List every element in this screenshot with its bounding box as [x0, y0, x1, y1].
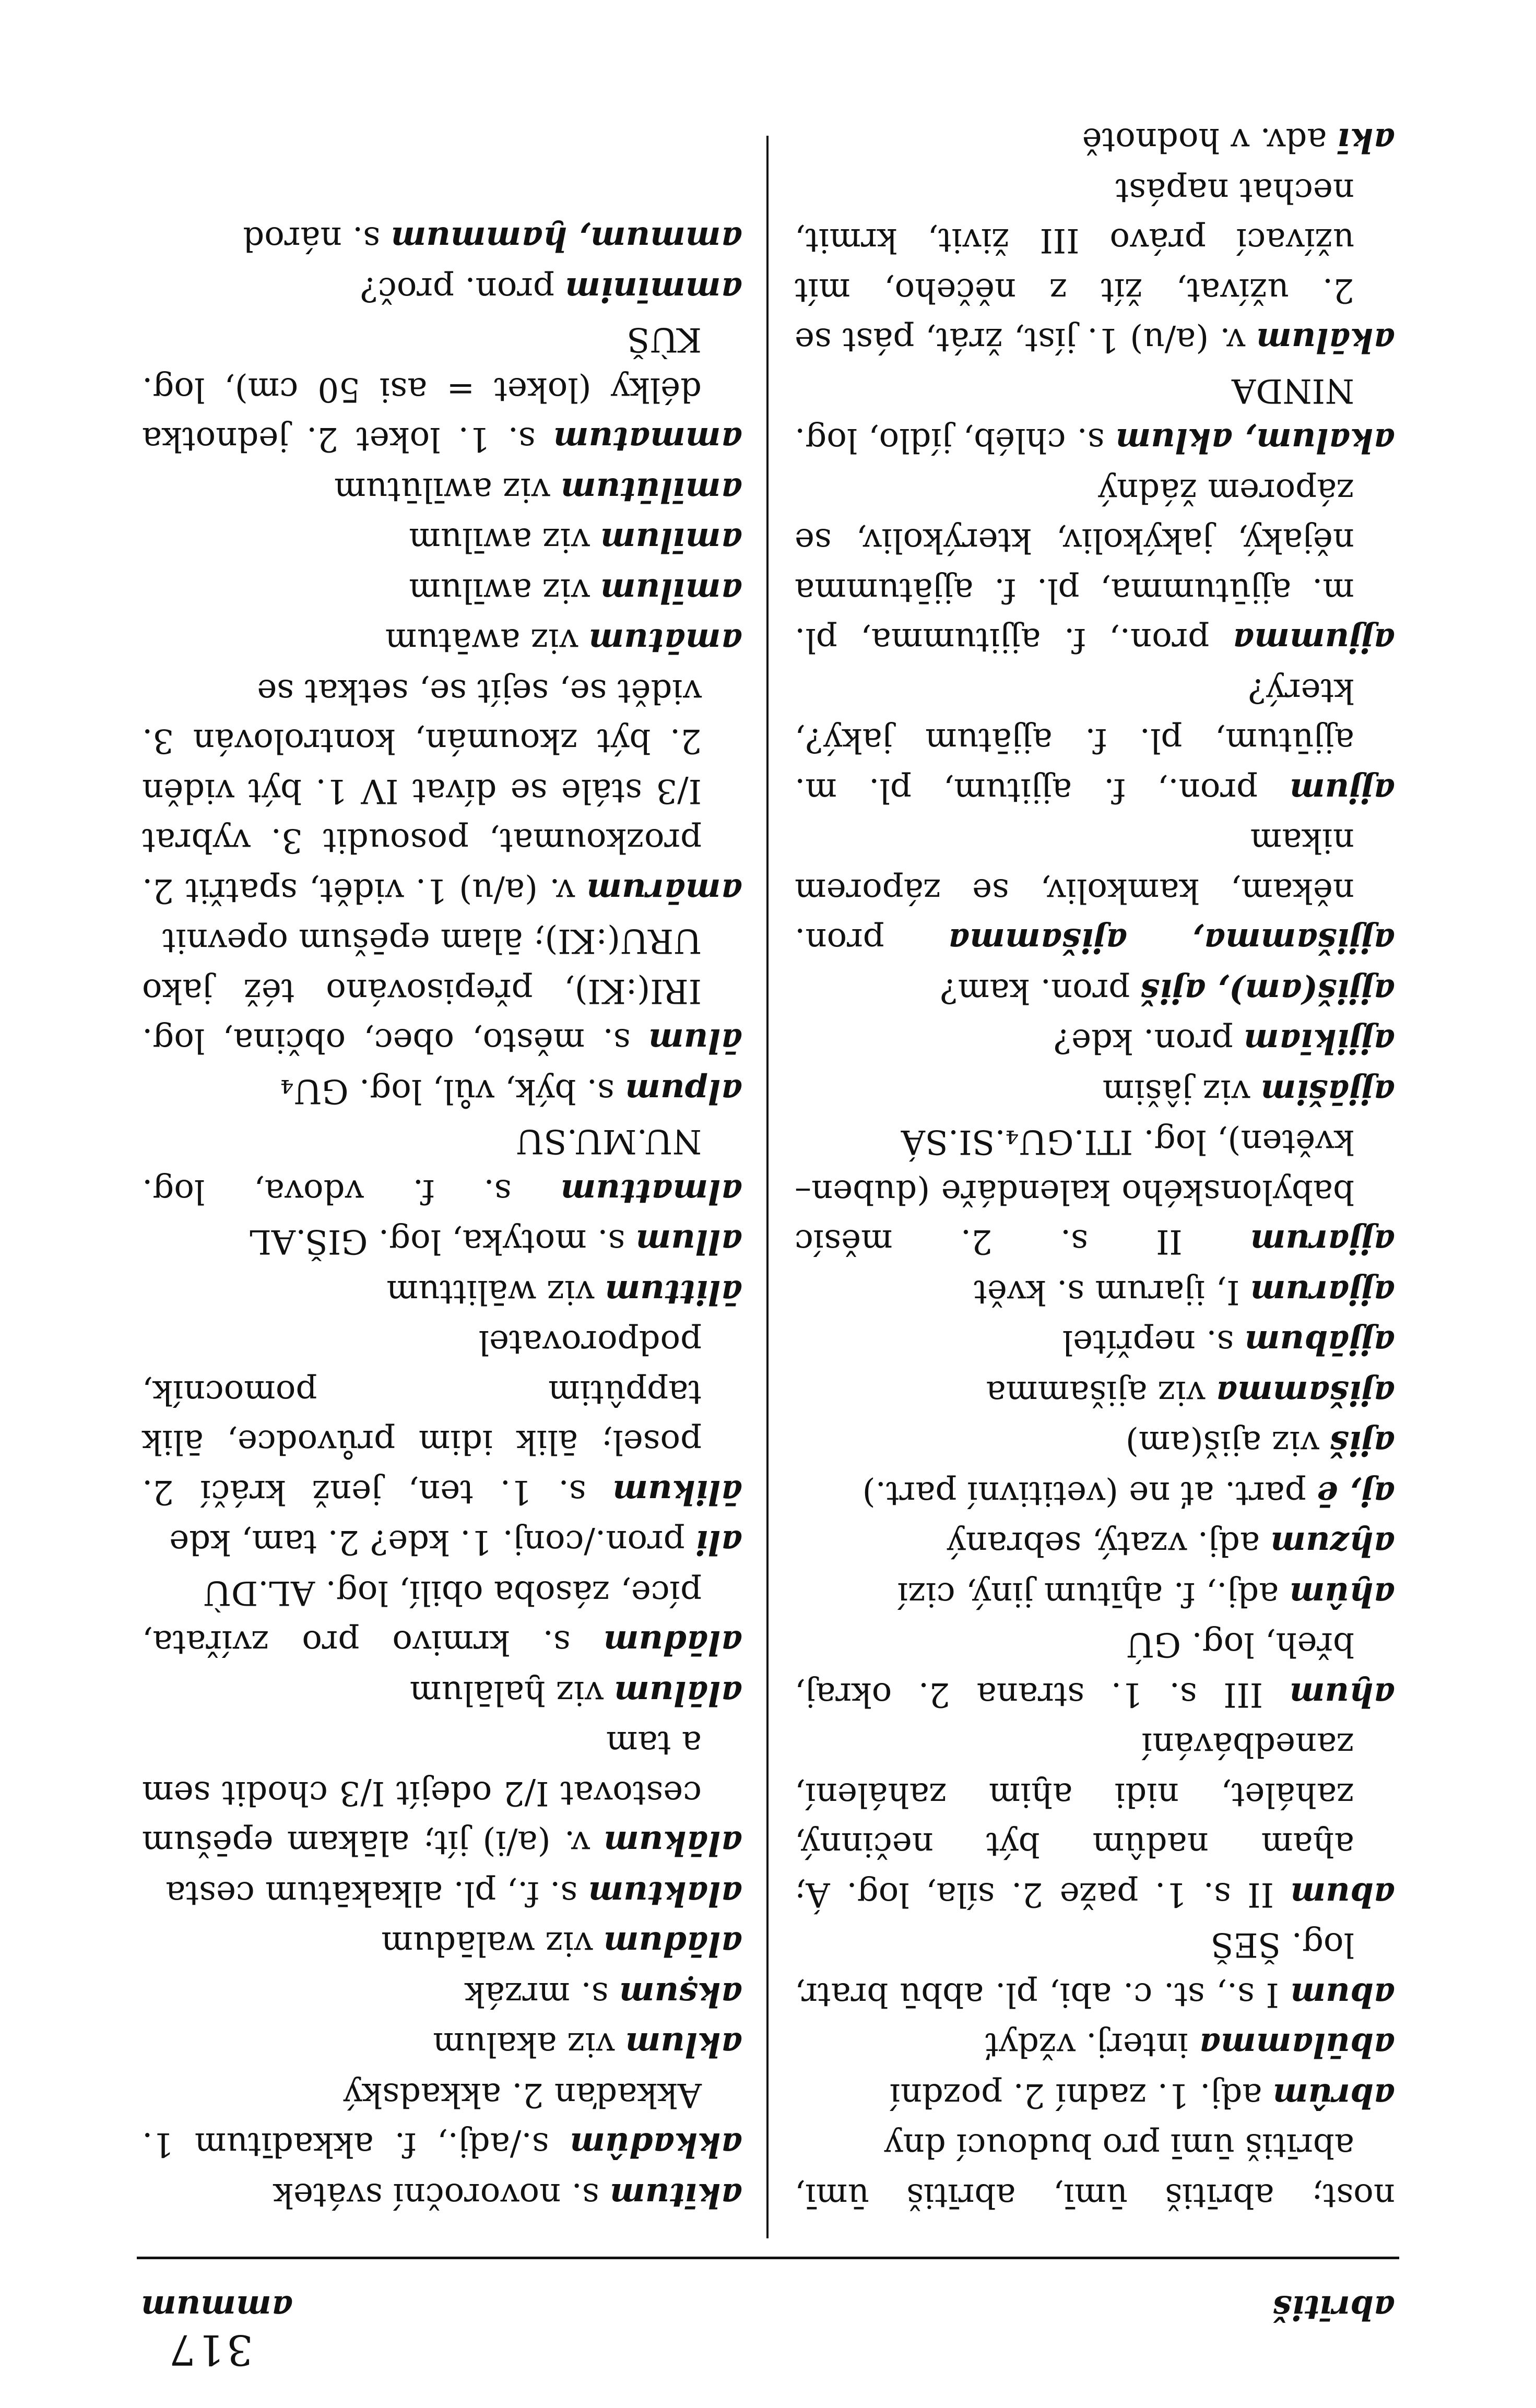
dictionary-entry: [142, 565, 742, 616]
entry-text: viz jâšim: [1102, 1072, 1250, 1111]
dictionary-entry: [142, 264, 742, 315]
entry-lemma: alādum: [603, 1924, 742, 1964]
dictionary-entry: [795, 1117, 1395, 1267]
entry-text: s. mrzák: [465, 1975, 609, 2013]
entry-lemma: alādum: [603, 1623, 742, 1663]
entry-text: s. f. vdova, log. NU.MU.SU: [141, 1122, 702, 1211]
dictionary-entry: [795, 1066, 1395, 1117]
entry-text: II s. 2. měsíc babylonského kalendáře (duben–květen), log. ITI.GU₄.SI.SÁ: [795, 1122, 1354, 1261]
entry-text: I, ijarum s. květ: [974, 1273, 1240, 1311]
entry-text: s. 1. ten, jenž kráčí 2. posel; ālik idim průvodce, ālik tappûtim pomocník, podporovatel: [141, 1323, 702, 1511]
entry-text: viz ḫalālum: [409, 1674, 604, 1712]
dictionary-entry: [142, 515, 742, 565]
left-column: [795, 115, 1395, 2220]
entry-lemma: allum: [635, 1222, 742, 1262]
entry-text: viz wālittum: [386, 1273, 595, 1311]
entry-lemma: alākum: [604, 1823, 742, 1863]
entry-lemma: ālittum: [605, 1273, 742, 1312]
dictionary-entry: [142, 2070, 742, 2170]
dictionary-entry: [795, 466, 1395, 666]
entry-lemma: akṣum: [619, 1975, 742, 2014]
entry-lemma: amīlum: [600, 520, 742, 560]
entry-lemma: abum: [1290, 1875, 1395, 1914]
entry-lemma: aḫûm: [1289, 1575, 1395, 1614]
dictionary-entry: [142, 666, 742, 916]
dictionary-entry: [795, 2020, 1395, 2070]
dictionary-entry: [142, 1668, 742, 1718]
entry-text: s. býk, vůl, log. GU₄: [280, 1072, 615, 1110]
entry-text: pron. kde?: [1053, 1022, 1233, 1061]
entry-lemma: akītum: [610, 2176, 742, 2215]
dictionary-entry: [795, 1368, 1395, 1418]
dictionary-entry: [142, 1517, 742, 1568]
entry-text: s. krmivo pro zvířata, píce, zásoba obilí, log. AL.DÙ: [142, 1573, 702, 1662]
dictionary-entry: [795, 2070, 1395, 2121]
entry-lemma: amīlum: [600, 571, 742, 610]
entry-lemma: ajjarum: [1250, 1273, 1395, 1312]
entry-text: v. (a/u) 1. jíst, žrát, pást se 2. užívat, žít z něčeho, mít užívací právo III živit, krmit, nechat napást: [794, 171, 1354, 360]
entry-lemma: aḫzum: [1270, 1524, 1395, 1564]
entry-lemma: akī: [1337, 121, 1395, 160]
entry-lemma: akkadûm: [570, 2125, 742, 2165]
entry-text: nost; abrītiš ūmī, abrītiš ūmī, abrītiš ūmī pro budoucí dny: [795, 2126, 1395, 2215]
dictionary-entry: [142, 2019, 742, 2070]
entry-lemma: ajjābum: [1244, 1323, 1395, 1362]
entry-lemma: ālum: [648, 1021, 742, 1061]
dictionary-entry: [142, 1918, 742, 1969]
right-column: [142, 213, 742, 2220]
dictionary-entry: [142, 1317, 742, 1517]
dictionary-entry: [795, 1619, 1395, 1719]
dictionary-entry: [795, 1016, 1395, 1066]
entry-text: adj. vzatý, sebraný: [947, 1524, 1260, 1563]
dictionary-entry: [142, 1216, 742, 1267]
dictionary-entry: [795, 815, 1395, 966]
entry-lemma: abrûm: [1272, 2076, 1395, 2115]
dictionary-entry: [795, 1418, 1395, 1468]
dictionary-entry: [795, 1919, 1395, 2020]
entry-text: s./adj., f. akkadītum 1. Akkaďan 2. akkadský: [141, 2075, 702, 2164]
entry-lemma: alaktum: [588, 1874, 742, 1913]
dictionary-entry: [795, 666, 1395, 816]
entry-lemma: akalum, aklum: [1115, 421, 1395, 460]
dictionary-entry: [795, 165, 1395, 365]
dictionary-entry: [142, 1116, 742, 1216]
entry-text: viz awīlūtum: [334, 470, 550, 509]
dictionary-entry: [795, 1267, 1395, 1318]
entry-text: s. motyka, log. GIŠ.AL: [249, 1222, 625, 1261]
entry-text: viz awātum: [385, 621, 578, 660]
entry-lemma: amātum: [588, 621, 742, 661]
entry-text: pron., f. ajjitumma, pl. m. ajjūtumma, pl. f. ajjātumma nějaký, jakýkoliv, kterýkoliv, se záporem žádný: [795, 471, 1354, 660]
dictionary-entry: [142, 1969, 742, 2020]
column-divider: [766, 136, 769, 2238]
entry-lemma: abum: [1290, 1975, 1395, 2014]
entry-text: pron./conj. 1. kde? 2. tam, kde: [169, 1523, 685, 1562]
dictionary-entry: [795, 1468, 1395, 1519]
dictionary-entry: [795, 1519, 1395, 1569]
entry-lemma: amārum: [586, 871, 742, 910]
entry-lemma: amīlūtum: [560, 470, 742, 509]
dictionary-entry: [142, 314, 742, 465]
entry-lemma: alpum: [625, 1072, 742, 1111]
entry-lemma: almattum: [560, 1172, 742, 1211]
entry-text: I s., st. c. abi, pl. abbū bratr, log. ŠEŠ: [795, 1925, 1354, 2014]
entry-text: viz ajišamma: [986, 1373, 1206, 1412]
entry-lemma: ajjāšim: [1260, 1072, 1395, 1111]
dictionary-entry: [142, 1868, 742, 1919]
entry-text: v. (a/u) 1. vidět, spatřit 2. prozkoumat, posoudit 3. vybrat I/3 stále se dívat IV 1. být viděn 2. být zkoumán, kontrolován 3. vidět se, sejít se, setkat se: [141, 672, 702, 910]
entry-text: interj. vždyť: [985, 2025, 1189, 2065]
page-number: 317: [167, 2326, 253, 2374]
entry-text: pron. proč?: [360, 270, 554, 309]
entry-text: viz akalum: [433, 2025, 615, 2064]
dictionary-entry: [795, 1569, 1395, 1620]
entry-text: s. chléb, jídlo, log. NINDA: [794, 371, 1354, 460]
running-head-right: ammum: [141, 2288, 293, 2327]
entry-lemma: ammum, ḫammum: [391, 219, 742, 259]
dictionary-entry: [795, 2120, 1395, 2220]
entry-lemma: ajjarum: [1250, 1222, 1395, 1262]
entry-text: s. 1. loket 2. jednotka délky (loket = asi 50 cm), log. KÙŠ: [141, 320, 702, 459]
entry-text: part. ať ne (vetitivní part.): [862, 1474, 1306, 1513]
entry-text: viz walādum: [381, 1924, 593, 1963]
entry-lemma: ajjišamma, ajišamma: [948, 921, 1395, 960]
entry-lemma: ammatum: [553, 420, 742, 459]
entry-lemma: aklum: [625, 2025, 742, 2065]
dictionary-entry: [142, 1718, 742, 1868]
entry-lemma: ajjum: [1289, 771, 1395, 810]
entry-text: adj. 1. zadní 2. pozdní: [890, 2076, 1262, 2115]
dictionary-entry: [795, 1719, 1395, 1919]
dictionary-entry: [142, 1568, 742, 1668]
entry-text: s. f., pl. alkakātum cesta: [166, 1874, 578, 1913]
dictionary-entry: [142, 1066, 742, 1117]
entry-lemma: ali: [695, 1523, 742, 1562]
entry-text: pron. kam?: [940, 971, 1130, 1010]
dictionary-entry: [142, 213, 742, 264]
entry-text: pron. někam, kamkoliv, se záporem nikam: [795, 821, 1354, 960]
entry-lemma: aḫum: [1289, 1675, 1395, 1714]
entry-text: III s. 1. strana 2. okraj, břeh, log. GÚ: [795, 1625, 1354, 1714]
entry-text: adj., f. aḫītum jiný, cizí: [897, 1575, 1279, 1614]
header-rule: [137, 2257, 1399, 2259]
entry-text: s. nepřítel: [1062, 1323, 1234, 1362]
entry-text: v. (a/i) jít; alākam epēšum cestovat I/2 odejít I/3 chodit sem a tam: [141, 1724, 702, 1863]
entry-lemma: aj, ē: [1317, 1474, 1395, 1513]
entry-lemma: ajiš: [1330, 1424, 1395, 1463]
dictionary-entry: [142, 615, 742, 666]
entry-text: viz awīlum: [409, 571, 590, 610]
entry-text: viz awīlum: [409, 520, 590, 560]
dictionary-entry: [795, 1317, 1395, 1368]
entry-lemma: ajjumma: [1232, 621, 1395, 660]
entry-text: s. národ: [243, 219, 381, 258]
dictionary-entry: [795, 365, 1395, 466]
entry-lemma: abūlamma: [1199, 2025, 1395, 2065]
dictionary-entry: [142, 2170, 742, 2221]
dictionary-entry: [795, 115, 1395, 165]
entry-lemma: alālum: [614, 1674, 742, 1713]
entry-text: pron., f. ajjitum, pl. m. ajjūtum, pl. f. ajjātum jaký?, který?: [794, 671, 1354, 810]
entry-lemma: ajjiš(am), ajiš: [1140, 971, 1395, 1011]
entry-lemma: ajišamma: [1215, 1373, 1395, 1413]
dictionary-entry: [142, 916, 742, 1066]
dictionary-entry: [795, 966, 1395, 1016]
entry-text: adv. v hodnotě: [1082, 121, 1327, 160]
dictionary-entry: [142, 1267, 742, 1318]
entry-lemma: akālum: [1256, 321, 1395, 360]
entry-text: s. město, obec, občina, log. IRI(:KI), přepisováno též jako URU(:KI); ālam epēšum opevnit: [141, 921, 702, 1060]
entry-lemma: ālikum: [612, 1473, 742, 1512]
entry-lemma: ammīnim: [565, 270, 742, 309]
entry-text: viz ajiš(am): [1125, 1424, 1319, 1463]
entry-text: s. novoroční svátek: [273, 2176, 599, 2214]
entry-text: II s. 1. paže 2. síla, log. Á; aḫam nadûm být nečinný, zahálet, nidi aḫim zahálení, zanedbávání: [794, 1725, 1354, 1914]
dictionary-entry: [142, 465, 742, 515]
running-head-left: abrītiš: [1272, 2288, 1395, 2327]
entry-lemma: ajjikīam: [1244, 1022, 1395, 1061]
